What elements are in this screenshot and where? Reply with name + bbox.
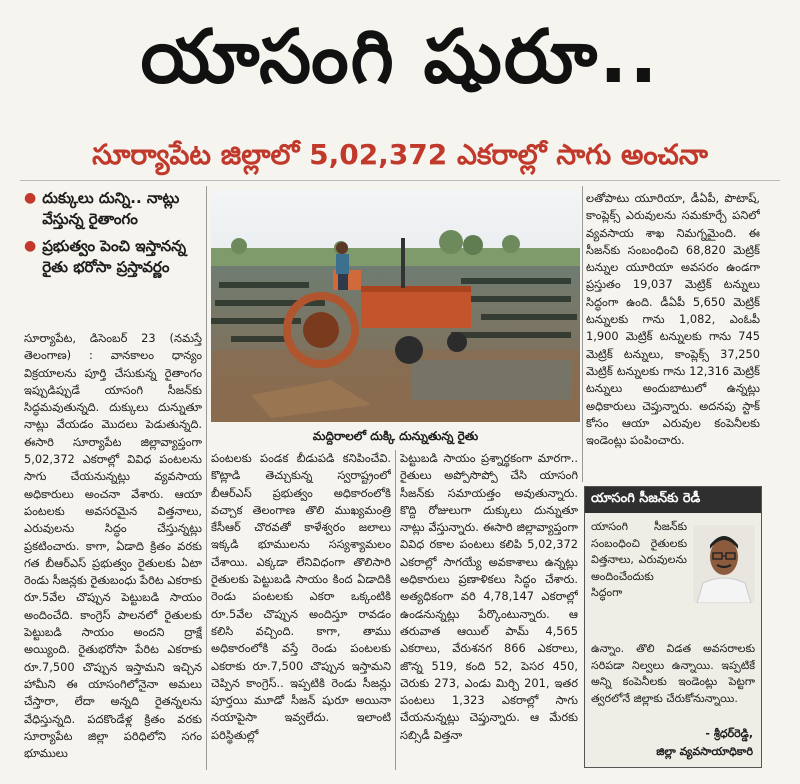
column-4-text: లతోపాటు యూరియా, డీఏపీ, పొటాష్, కాంప్లెక్స్ ఎరువులను సమకూర్చే పనిలో వ్యవసాయ శాఖ నిమగ్నమైంది. ఈ సీజన్‌కు సంబంధించి 68,820 మెట్రిక్ టన్నుల యూరియా అవసరం ఉండగా ప్రస్తుతం 19,037 మెట్రిక్ టన్నులు సిద్ధంగా ఉంది. డీఏపీ 5,650 మెట్రిక్ టన్నులకు గాను 1,082, ఎంఓపీ 1,900 మెట్రిక్ టన్నులకు గాను 745 మెట్రిక్ టన్నులు, కాంప్లెక్స్ 37,250 మెట్రిక్ టన్నులకు గాను 12,316 మెట్రిక్ టన్నులు అందుబాటులో ఉన్నట్లు అధికారులు చెప్తున్నారు. అదనపు స్టాక్ కోసం ఆయా ఎరువుల కంపెనీలకు ఇండెంట్లు పంపించారు. <box>586 191 760 448</box>
signature-name: - శ్రీధర్‌రెడ్డి, <box>705 727 753 740</box>
photo-caption: మద్దిరాలలో దుక్కి దున్నుతున్న రైతు <box>312 429 479 443</box>
column-divider <box>395 450 396 770</box>
headline-text: యాసంగి షురూ.. <box>140 14 660 100</box>
bullet-item <box>24 188 204 230</box>
officer-quote-box <box>584 486 762 768</box>
officer-portrait <box>693 525 755 603</box>
bullet-list <box>24 188 204 284</box>
column-divider <box>582 186 583 482</box>
photo-illustration <box>211 190 580 422</box>
quote-text-full: ఉన్నాం. తొలి విడత అవసరాలకు సరిపడా నిల్వలు ఉన్నాయి. ఇప్పటికే అన్ని కంపెనీలకు ఇండెంట్లు పెట్టగా త్వరలోనే జిల్లాకు చేరుకోనున్నాయి. <box>591 642 755 705</box>
bullet-text: ప్రభుత్వం పెంచి ఇస్తానన్న రైతు భరోసా ప్రస్తావర్ణం <box>42 237 187 276</box>
bullet-item <box>24 236 204 278</box>
bullet-dot-icon: ● <box>24 238 37 254</box>
article-column-2 <box>211 450 391 770</box>
quote-box-title: యాసంగి సీజన్‌కు రెడీ <box>585 487 761 513</box>
article-column-3 <box>400 450 578 770</box>
column-1-text: సూర్యాపేట, డిసెంబర్ 23 (నమస్తే తెలంగాణ) : వానకాలం ధాన్యం విక్రయాలను పూర్తి చేసుకున్న రైతాంగం ఇప్పుడిప్పుడే యాసంగి సీజన్‌కు సిద్ధమవుతున్నది. దుక్కులు దున్నుతూ నాట్లు వేయడం మొదలు పెడుతున్నది. ఈసారి సూర్యాపేట జిల్లావ్యాప్తంగా 5,02,372 ఎకరాల్లో వివిధ పంటలను సాగు చేయనున్నట్లు వ్యవసాయ అధికారులు అంచనా వేశారు. ఆయా పంటలకు అవసరమైన విత్తనాలు, ఎరువులను సిద్ధం చేస్తున్నట్లు ప్రకటించారు. కాగా, ఏడాది క్రితం వరకు గత బీఆర్‌ఎస్ ప్రభుత్వం రైతులకు ఏటా రెండు సీజన్లకు రైతుబంధు పేరిట ఎకరాకు రూ.5వేల చొప్పున పెట్టుబడి సాయం అందించేది. కాంగ్రెస్ పాలనలో రైతులకు పెట్టుబడి సాయం అందని ద్రాక్షే అయ్యింది. రైతుభరోసా పేరిట ఎకరాకు రూ.7,500 చొప్పున ఇస్తామని ఇచ్చిన హామీని ఈ యాసంగిలోనైనా అమలు చేస్తారా, లేదా అన్నది రైతన్నలను వేధిస్తున్నది. పదకొండేళ్ల క్రితం వరకు సూర్యాపేట జిల్లా పరిధిలోని సగం భూములు <box>24 331 202 761</box>
article-column-4 <box>586 190 760 482</box>
bullet-text: దుక్కులు దున్ని.. నాట్లు వేస్తున్న రైతాంగం <box>42 189 180 228</box>
header-divider <box>20 180 780 181</box>
headline <box>0 0 800 132</box>
column-divider <box>206 186 207 770</box>
column-2-text: పంటలకు పండక బీడుపడి కనిపించేవి. కొట్లాడి తెచ్చుకున్న స్వరాష్ట్రంలో బీఆర్‌ఎస్ ప్రభుత్వం అధికారంలోకి వచ్చాక తెలంగాణ తొలి ముఖ్యమంత్రి కేసీఆర్ చొరవతో కాళేశ్వరం జలాలు ఇక్కడి భూములను సస్యశ్యామలం చేశాయి. ఎక్కడా లేనివిధంగా తొలిసారి రైతులకు పెట్టుబడి సాయం కింద ఏడాదికి రెండు పంటలకు ఎకరా ఒక్కంటికి రూ.5వేల చొప్పున అందిస్తూ రావడం కలిసి వచ్చింది. కాగా, తాము అధికారంలోకి వస్తే రెండు పంటలకు ఎకరాకు రూ.7,500 చొప్పున ఇస్తామని చెప్పిన కాంగ్రెస్.. ఇప్పటికి రెండు సీజన్లు పూర్తయి మూడో సీజన్ షురూ అయినా నయాపైసా ఇవ్వలేదు. ఇలాంటి పరిస్థితుల్లో <box>211 451 391 742</box>
quote-text-narrow: యాసంగి సీజన్‌కు సంబంధించి రైతులకు విత్తనాలు, ఎరువులను అందించేందుకు సిద్ధంగా <box>591 520 687 600</box>
article-column-1 <box>24 330 202 770</box>
column-3-text: పెట్టుబడి సాయం ప్రశ్నార్థకంగా మారగా.. రైతులు అప్పోసొప్పో చేసి యాసంగి సీజన్‌కు సమాయత్తం అవుతున్నారు. కొద్ది రోజులుగా దుక్కులు దున్నుతూ నాట్లు వేస్తున్నారు. ఈసారి జిల్లావ్యాప్తంగా వివిధ రకాల పంటలు కలిపి 5,02,372 ఎకరాల్లో సాగయ్యే అవకాశాలు ఉన్నట్లు అధికారులు ప్రణాళికలు సిద్ధం చేశారు. అత్యధికంగా వరి 4,78,147 ఎకరాల్లో ఉండనున్నట్లు పేర్కొంటున్నారు. ఆ తరువాత ఆయిల్ పామ్ 4,565 ఎకరాలు, వేరుశనగ 866 ఎకరాలు, జొన్న 519, కంది 52, పెసర 450, చెరుకు 273, ఎండు మిర్చి 201, ఇతర పంటలు 1,323 ఎకరాల్లో సాగు చేయనున్నట్లు చెప్తున్నారు. ఆ మేరకు సబ్సిడీ విత్తనా <box>400 451 578 742</box>
subheadline: సూర్యాపేట జిల్లాలో 5,02,372 ఎకరాల్లో సాగు అంచనా <box>92 138 708 171</box>
bullet-dot-icon: ● <box>24 190 37 206</box>
farmer-tractor-photo <box>211 190 580 422</box>
portrait-illustration <box>693 525 755 603</box>
signature-role: జిల్లా వ్యవసాయాధికారి <box>656 745 753 758</box>
